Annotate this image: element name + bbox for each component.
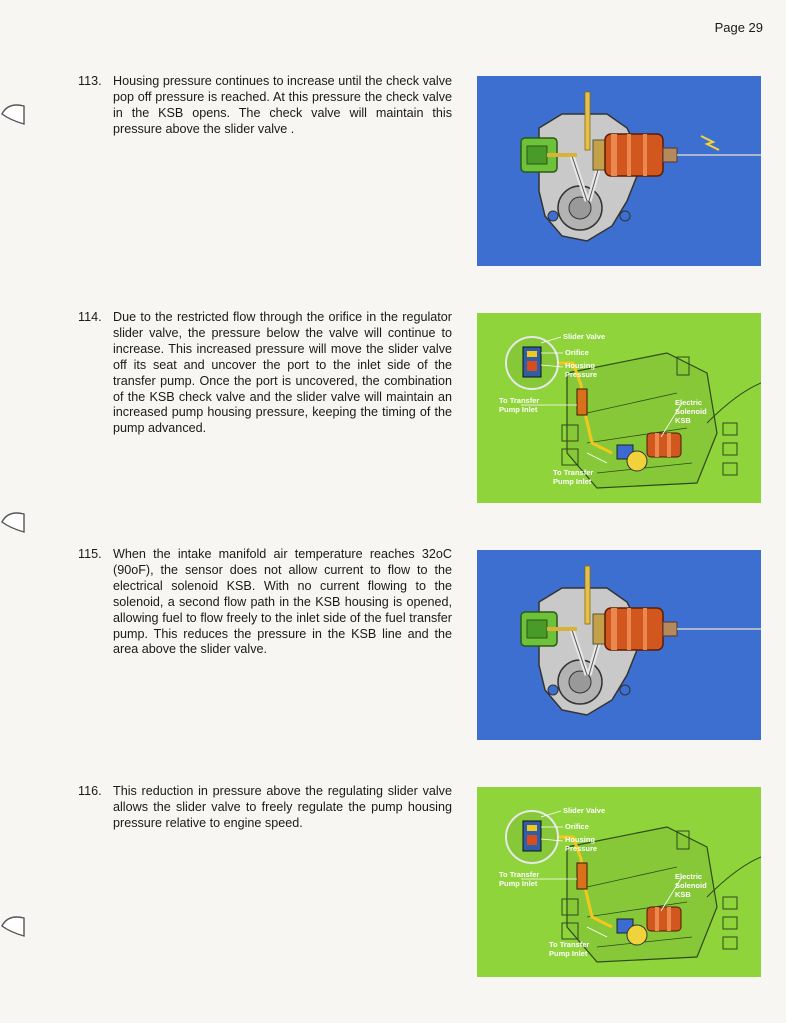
- label-solenoid: Solenoid: [675, 881, 707, 890]
- punch-hole: [0, 508, 26, 534]
- label-ksb: KSB: [675, 416, 691, 425]
- label-to-transfer-2: To Transfer: [549, 940, 590, 949]
- pump-assembly-diagram: [477, 313, 761, 503]
- label-pump-inlet: Pump Inlet: [499, 405, 538, 414]
- item-text: Due to the restricted flow through the orifice in the regulator slider valve, the pressure below the valve will continue to increase. This increased pressure will move the slider valve off its seat and uncover the port to the inlet side of the transfer pump. Once the port is uncovered, the combination of the KSB check valve and the slider valve will maintain an increased pump housing pressure, keeping the timing of the pump advanced.: [113, 310, 452, 436]
- label-housing: Housing: [565, 835, 595, 844]
- figure-114-slider-valve: [477, 313, 761, 503]
- figure-113-ksb-energized: [477, 76, 761, 266]
- label-pump-inlet: Pump Inlet: [499, 879, 538, 888]
- label-electric: Electric: [675, 872, 703, 881]
- item-113: [78, 74, 452, 138]
- punch-hole: [0, 100, 26, 126]
- label-pressure: Pressure: [565, 844, 598, 853]
- item-number: 114.: [78, 310, 102, 324]
- item-115: [78, 547, 452, 658]
- item-number: 115.: [78, 547, 102, 561]
- label-pressure: Pressure: [565, 370, 598, 379]
- label-to-transfer: To Transfer: [499, 396, 540, 405]
- label-solenoid: Solenoid: [675, 407, 707, 416]
- item-text: Housing pressure continues to increase until the check valve pop off pressure is reached. At this pressure the check valve in the KSB opens. The check valve will maintain this pressure above the slider valve .: [113, 74, 452, 136]
- pump-cutaway-diagram: [477, 550, 761, 740]
- punch-hole: [0, 912, 26, 938]
- label-pump-inlet-2: Pump Inlet: [553, 477, 592, 486]
- figure-116-slider-regulation: [477, 787, 761, 977]
- pump-assembly-diagram: [477, 787, 761, 977]
- item-text: This reduction in pressure above the regulating slider valve allows the slider valve to freely regulate the pump housing pressure relative to engine speed.: [113, 784, 452, 830]
- item-number: 116.: [78, 784, 102, 798]
- item-number: 113.: [78, 74, 102, 88]
- item-text: When the intake manifold air temperature reaches 32oC (90oF), the sensor does not allow current to flow to the electrical solenoid KSB. With no current flowing to the solenoid, a second flow path in the KSB housing is opened, allowing fuel to flow freely to the inlet side of the fuel transfer pump. This reduces the pressure in the KSB line and the area above the slider valve.: [113, 547, 452, 657]
- label-ksb: KSB: [675, 890, 691, 899]
- label-orifice: Orifice: [565, 822, 589, 831]
- label-electric: Electric: [675, 398, 703, 407]
- label-slider-valve: Slider Valve: [563, 806, 606, 815]
- label-to-transfer-2: To Transfer: [553, 468, 594, 477]
- label-housing: Housing: [565, 361, 595, 370]
- label-slider-valve: Slider Valve: [563, 332, 606, 341]
- pump-cutaway-diagram: [477, 76, 761, 266]
- item-116: [78, 784, 452, 832]
- figure-115-ksb-deenergized: [477, 550, 761, 740]
- label-to-transfer: To Transfer: [499, 870, 540, 879]
- item-114: [78, 310, 452, 437]
- page-number: Page 29: [714, 20, 763, 35]
- label-orifice: Orifice: [565, 348, 589, 357]
- label-pump-inlet-2: Pump Inlet: [549, 949, 588, 958]
